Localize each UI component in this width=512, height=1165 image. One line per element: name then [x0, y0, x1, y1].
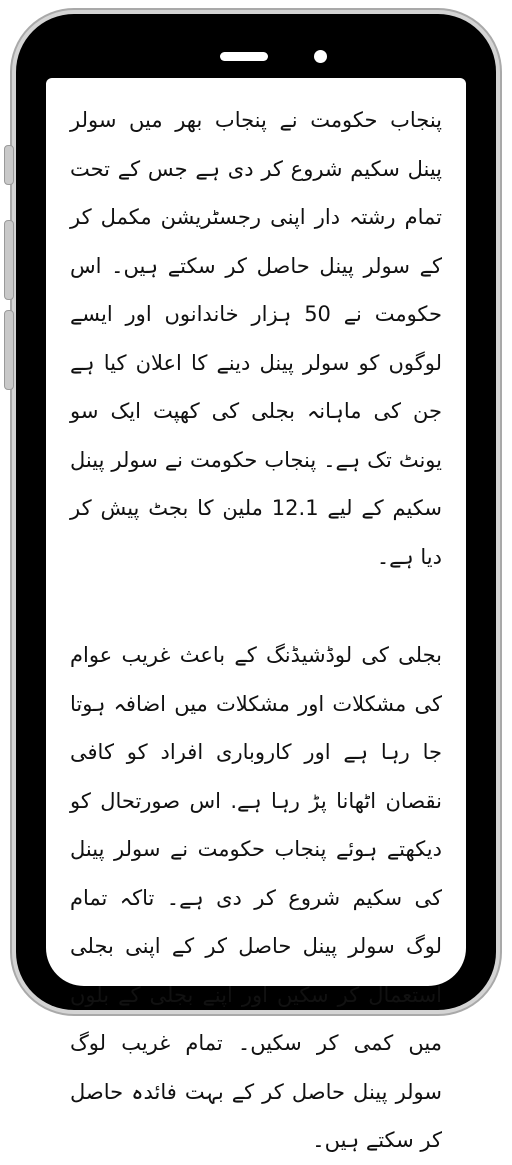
- camera-icon: [314, 50, 327, 63]
- speaker-icon: [220, 52, 268, 61]
- article-paragraph: بجلی کی لوڈشیڈنگ کے باعث غریب عوام کی مشکلات اور مشکلات میں اضافہ ہوتا جا رہا ہے اور کاروباری افراد کو کافی نقصان اٹھانا پڑ رہا ہے. اس صورتحال کو دیکھتے ہوئے پنجاب حکومت نے سولر پینل کی سکیم شروع کر دی ہے۔ تاکہ تمام لوگ سولر پینل حاصل کر کے اپنی بجلی استعمال کر سکیں اور اپنے بجلی کے بلوں میں کمی کر سکیں۔ تمام غریب لوگ سولر پینل حاصل کر کے بہت فائدہ حاصل کر سکتے ہیں۔: [70, 643, 442, 1152]
- phone-side-button: [4, 145, 14, 185]
- volume-up-button: [4, 220, 14, 300]
- article-paragraph: پنجاب حکومت نے پنجاب بھر میں سولر پینل سکیم شروع کر دی ہے جس کے تحت تمام رشتہ دار اپنی رجسٹریشن مکمل کر کے سولر پینل حاصل کر سکتے ہیں۔ اس حکومت نے 50 ہزار خاندانوں اور ایسے لوگوں کو سولر پینل دینے کا اعلان کیا ہے جن کی ماہانہ بجلی کی کھپت ایک سو یونٹ تک ہے۔ پنجاب حکومت نے سولر پینل سکیم کے لیے 12.1 ملین کا بجٹ پیش کر دیا ہے۔: [70, 108, 443, 569]
- phone-notch: [138, 14, 374, 78]
- volume-down-button: [4, 310, 14, 390]
- phone-screen: [46, 78, 466, 1152]
- article-content: [70, 96, 442, 1165]
